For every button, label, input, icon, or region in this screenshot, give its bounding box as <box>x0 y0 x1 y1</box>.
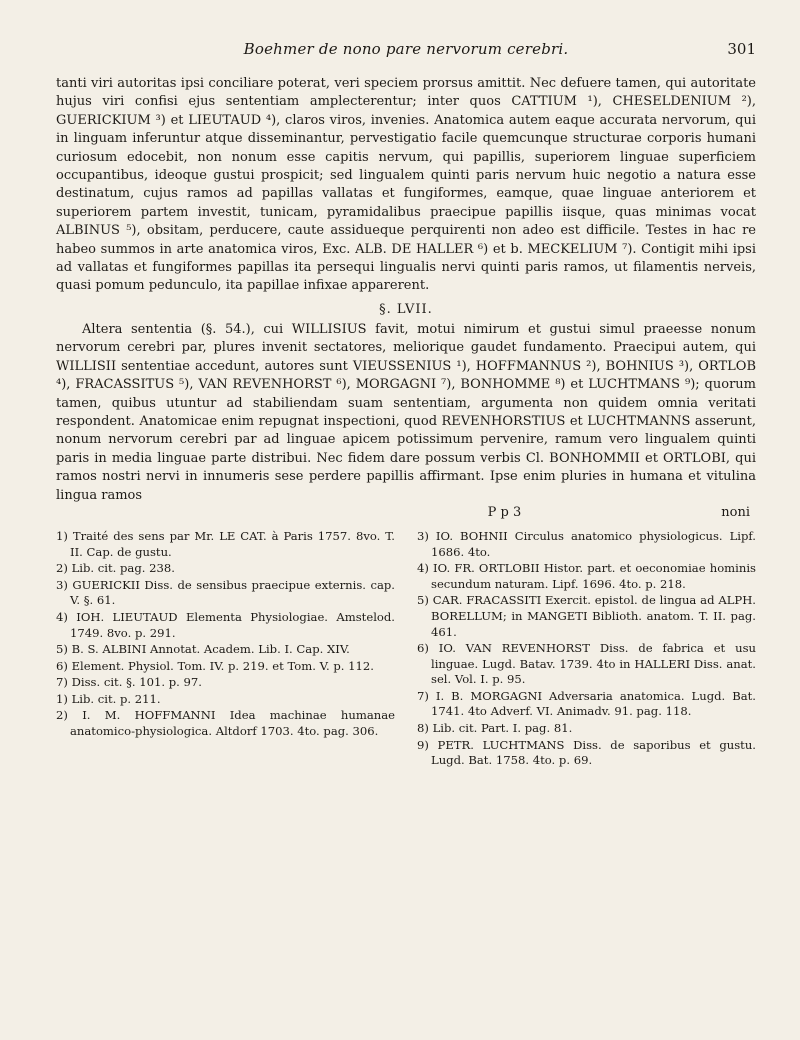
footnote: 3) GUERICKII Diss. de sensibus praecipue externis. cap. V. §. 61. <box>56 577 395 608</box>
footnote: 8) Lib. cit. Part. I. pag. 81. <box>417 721 573 736</box>
section-heading: §. LVII. <box>379 301 433 317</box>
signature-mark: P p 3 <box>487 504 522 520</box>
footnote: 5) CAR. FRACASSITI Exercit. epistol. de lingua ad ALPH. BORELLUM; in MANGETI Biblioth. anatom. T. II. pag. 461. <box>417 593 756 639</box>
catchword: noni <box>721 504 750 520</box>
footnote: 5) B. S. ALBINI Annotat. Academ. Lib. I. Cap. XIV. <box>56 642 350 657</box>
footnotes <box>56 529 756 770</box>
footnote: 6) IO. VAN REVENHORST Diss. de fabrica et usu linguae. Lugd. Batav. 1739. 4to in HALLERI Diss. anat. sel. Vol. I. p. 95. <box>417 641 756 687</box>
body-paragraph-2: Altera sententia (§. 54.), cui WILLISIUS favit, motui nimirum et gustui simul praeesse nonum nervorum cerebri par, plures invenit sectatores, meliorique gaudet fundamento. Praecipui autem, qui WILLISII sententiae accedunt, autores sunt VIEUSSENIUS ¹), HOFFMANNUS ²), BOHNIUS ³), ORTLOB ⁴), FRACASSITUS ⁵), VAN REVENHORST ⁶), MORGAGNI ⁷), BONHOMME ⁸) et LUCHTMANS ⁹); quorum tamen, quibus utuntur ad stabiliendam suam sententiam, argumenta non quidem omnia veritati respondent. Anatomicae enim repugnat inspectioni, quod REVENHORSTIUS et LUCHTMANNS asserunt, nonum nervorum cerebri par ad linguae apicem potissimum pervenire, ramum vero lingualem quinti paris in media linguae parte distribui. Nec fidem dare possum verbis Cl. BONHOMMII et ORTLOBI, qui ramos nostri nervi in innumeris sese perdere papillis affirmant. Ipse enim pluries in humana et vitulina lingua ramos <box>56 321 756 503</box>
footnote: 7) Diss. cit. §. 101. p. 97. <box>56 675 202 690</box>
footnote: 6) Element. Physiol. Tom. IV. p. 219. et Tom. V. p. 112. <box>56 658 374 673</box>
footnote: 7) I. B. MORGAGNI Adversaria anatomica. Lugd. Bat. 1741. 4to Adverf. VI. Animadv. 91. pag. 118. <box>417 688 756 719</box>
footnote: 3) IO. BOHNII Circulus anatomico physiologicus. Lipf. 1686. 4to. <box>417 528 756 559</box>
footnote: 9) PETR. LUCHTMANS Diss. de saporibus et gustu. Lugd. Bat. 1758. 4to. p. 69. <box>417 737 756 768</box>
page-number: 301 <box>727 40 756 58</box>
footnotes-left-column <box>56 529 395 770</box>
footnote: 4) IOH. LIEUTAUD Elementa Physiologiae. Amstelod. 1749. 8vo. p. 291. <box>56 609 395 640</box>
running-head <box>56 40 756 75</box>
footnote: 1) Lib. cit. p. 211. <box>56 691 161 706</box>
catchline <box>56 505 756 523</box>
footnote: 2) Lib. cit. pag. 238. <box>56 561 175 576</box>
body-paragraph-1: tanti viri autoritas ipsi conciliare poterat, veri speciem prorsus amittit. Nec defuere tamen, qui autoritate hujus viri confisi ejus sententiam amplecterentur; inter quos CATTIUM ¹), CHESELDENIUM ²), GUERICKIUM ³) et LIEUTAUD ⁴), claros viros, invenies. Anatomica autem eaque accurata nervorum, qui in linguam inferuntur atque disseminantur, pervestigatio facile quemcunque structurae corporis humani curiosum edocebit, non nonum esse capitis nervum, qui papillis, superiorem linguae superficiem occupantibus, ideoque gustui prospicit; sed lingualem quinti paris nervum huic negotio a natura esse destinatum, cujus ramos ad papillas vallatas et fungiformes, eamque, quae linguae anteriorem et superiorem partem investit, tunicam, pyramidalibus praecipue papillis iisque, quas minimas vocat ALBINUS ⁵), obsitam, perducere, caute assidueque perquirenti non adeo est difficile. Testes in hac re habeo summos in arte anatomica viros, Exc. ALB. DE HALLER ⁶) et b. MECKELIUM ⁷). Contigit mihi ipsi ad vallatas et fungiformes papillas ita persequi lingualis nervi quinti paris ramos, ut filamentis nerveis, quasi pomum pedunculo, ita papillae infixae apparerent. <box>56 76 756 294</box>
footnotes-right-column <box>417 529 756 770</box>
running-title: Boehmer de nono pare nervorum cerebri. <box>243 40 569 58</box>
footnote: 1) Traité des sens par Mr. LE CAT. à Paris 1757. 8vo. T. II. Cap. de gustu. <box>56 528 395 559</box>
footnote: 2) I. M. HOFFMANNI Idea machinae humanae anatomico-physiologica. Altdorf 1703. 4to. pag. 306. <box>56 708 395 739</box>
footnote: 4) IO. FR. ORTLOBII Histor. part. et oeconomiae hominis secundum naturam. Lipf. 1696. 4to. p. 218. <box>417 561 756 591</box>
